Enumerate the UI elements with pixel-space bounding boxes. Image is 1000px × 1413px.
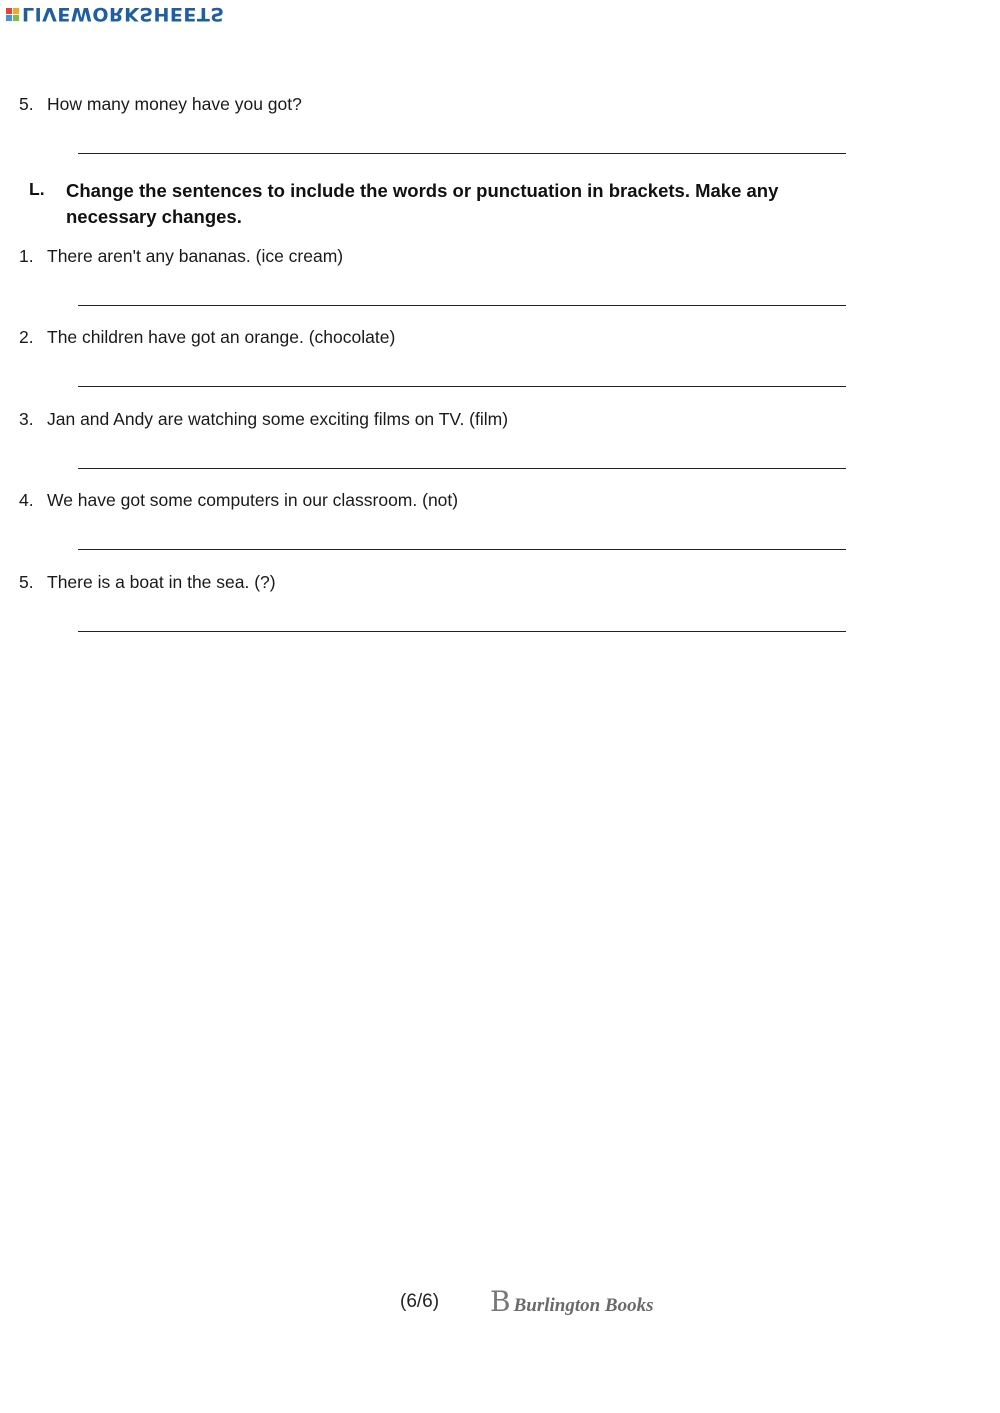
question-number: 4. [19, 490, 34, 510]
section-instruction: Change the sentences to include the words or punctuation in brackets. Make any necessary changes. [66, 180, 779, 227]
section-letter: L. [29, 179, 45, 199]
answer-line-1[interactable] [78, 305, 846, 306]
publisher-logo [490, 1285, 654, 1318]
prev-answer-line-5[interactable] [78, 153, 846, 154]
question-number: 5. [19, 572, 34, 592]
question-text: We have got some computers in our classroom. (not) [47, 490, 459, 510]
brand-name: Burlington Books [513, 1295, 654, 1316]
prev-question-5 [19, 93, 302, 115]
answer-line-4[interactable] [78, 549, 846, 550]
question-text: There is a boat in the sea. (?) [47, 572, 276, 592]
question-text: How many money have you got? [47, 94, 302, 114]
page-indicator: (6/6) [400, 1291, 440, 1312]
answer-line-5[interactable] [78, 631, 846, 632]
brand-mark-icon: B [490, 1285, 511, 1318]
answer-line-3[interactable] [78, 468, 846, 469]
question-text: Jan and Andy are watching some exciting films on TV. (film) [47, 409, 509, 429]
question-5 [19, 571, 276, 593]
logo-block-blue [6, 15, 12, 21]
question-1 [19, 245, 343, 267]
logo-block-red [6, 8, 12, 14]
question-text: There aren't any bananas. (ice cream) [47, 246, 344, 266]
question-number: 2. [19, 327, 34, 347]
question-3 [19, 408, 508, 430]
logo-blocks-icon [6, 8, 19, 21]
question-number: 5. [19, 94, 34, 114]
question-number: 3. [19, 409, 34, 429]
logo-block-orange [13, 8, 19, 14]
logo-text: LIVEWORKSHEETS [22, 3, 225, 25]
liveworksheets-logo [6, 4, 225, 24]
logo-block-green [13, 15, 19, 21]
answer-line-2[interactable] [78, 386, 846, 387]
question-text: The children have got an orange. (chocolate) [47, 327, 396, 347]
question-4 [19, 489, 458, 511]
question-number: 1. [19, 246, 34, 266]
question-2 [19, 326, 395, 348]
